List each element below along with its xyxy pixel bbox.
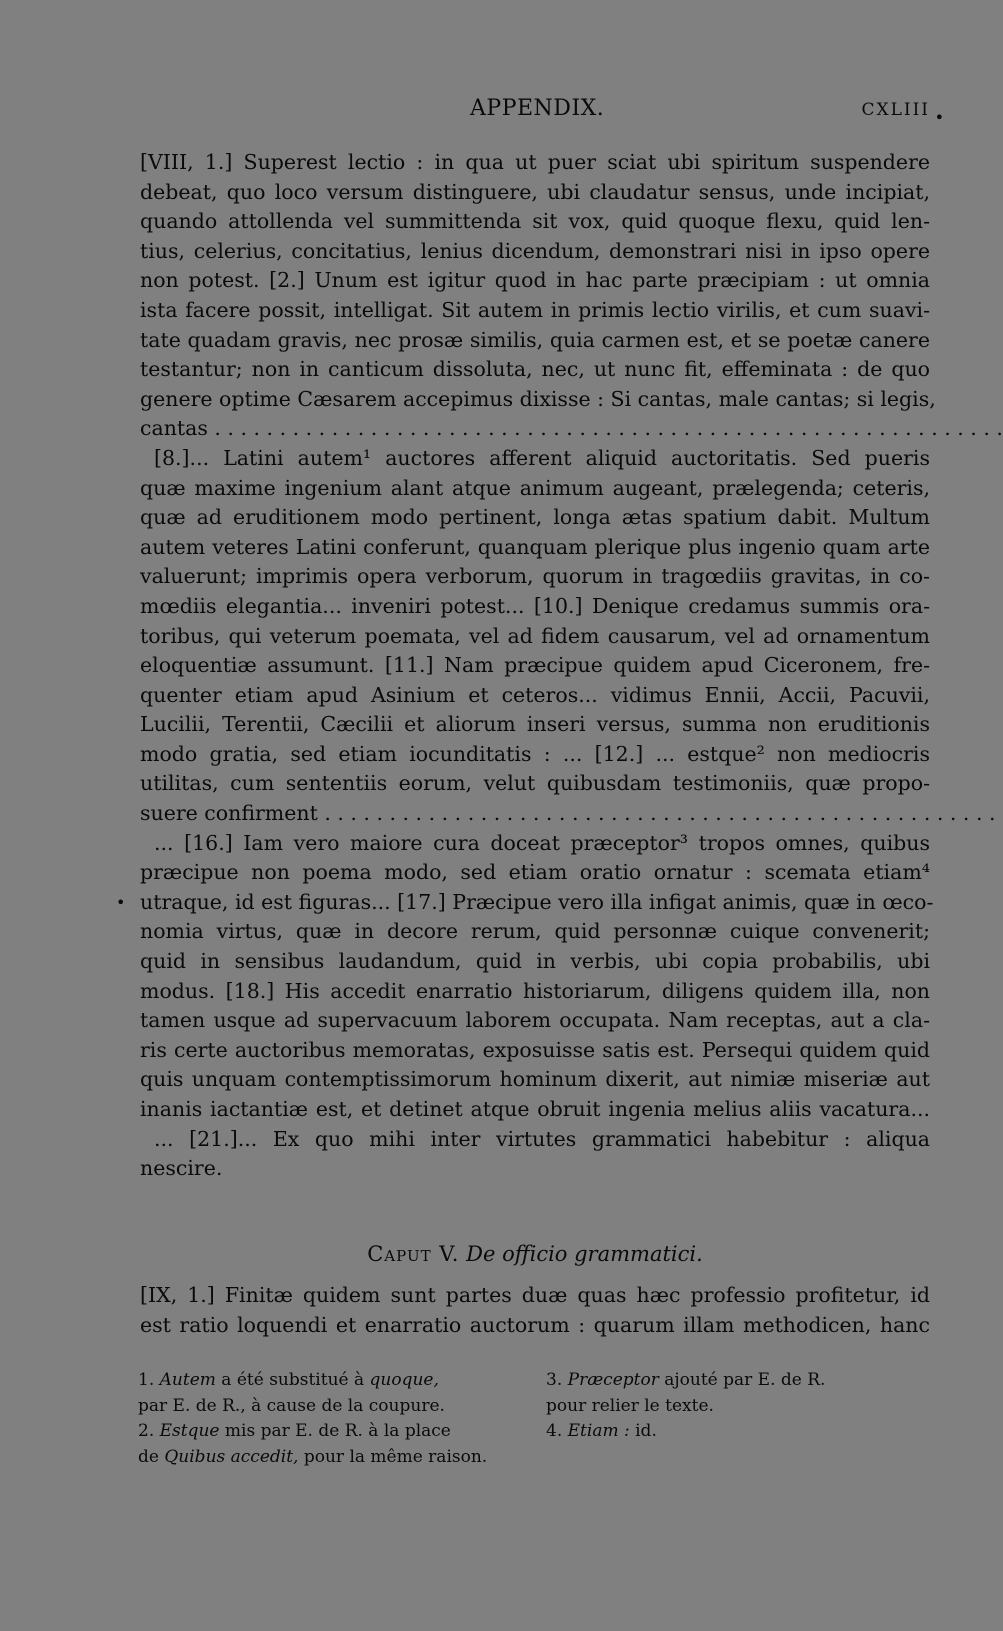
main-text [116,148,1003,1184]
footnote-1: 1. Autem a été substitué à quoque, [138,1370,439,1390]
margin-mark: • [934,108,944,127]
text-line: tamen usque ad supervacuum laborem occupata. Nam receptas, aut a cla- [140,1008,930,1033]
text-line: quenter etiam apud Asinium et ceteros... vidimus Ennii, Accii, Pacuvii, [140,682,930,707]
text-line: testantur; non in canticum dissoluta, nec, ut nunc fit, effeminata : de quo [140,357,930,382]
footnote-3: 3. Præceptor ajouté par E. de R. [546,1370,826,1390]
page-header [140,96,944,127]
text-line: debeat, quo loco versum distinguere, ubi claudatur sensus, unde incipiat, [140,179,930,204]
footnote-4: 4. Etiam : id. [546,1421,657,1441]
text-line: non potest. [2.] Unum est igitur quod in hac parte præcipiam : ut omnia [140,268,930,293]
text-line: Lucilii, Terentii, Cæcilii et aliorum inseri versus, summa non eruditionis [140,712,930,737]
text-line: nomia virtus, quæ in decore rerum, quid personnæ cuique convenerit; [140,919,930,944]
text-line: mœdiis elegantia... inveniri potest... [10.] Denique credamus summis ora- [140,593,930,618]
text-line: eloquentiæ assumunt. [11.] Nam præcipue quidem apud Ciceronem, fre- [140,653,930,678]
chapter-label: Caput V. [367,1242,460,1266]
text-line: cantas . . . . . . . . . . . . . . . . . . . . . . . . . . . . . . . . . . . . . . . . . . . . . . . . . . . . . . . . . . . . . [140,416,1003,441]
chapter-title: De officio grammatici. [466,1242,703,1266]
text-line: nescire. [140,1156,223,1181]
footnotes-right-column [546,1368,930,1445]
text-line: ista facere possit, intelligat. Sit autem in primis lectio virilis, et cum suavi- [140,297,930,322]
margin-bullet: • [116,892,126,912]
text-line: modus. [18.] His accedit enarratio historiarum, diligens quidem illa, non [140,978,930,1003]
text-line: quis unquam contemptissimorum hominum dixerit, aut nimiæ miseriæ aut [140,1067,930,1092]
footnote-2: 2. Estque mis par E. de R. à la place [138,1421,451,1441]
text-line: utilitas, cum sententiis eorum, velut quibusdam testimoniis, quæ propo- [140,771,930,796]
text-line: genere optime Cæsarem accepimus dixisse : Si cantas, male cantas; si legis, [140,386,936,411]
text-line: ris certe auctoribus memoratas, exposuisse satis est. Persequi quidem quid [140,1037,930,1062]
text-line: [8.]... Latini autem¹ auctores afferent aliquid auctoritatis. Sed pueris [154,445,930,470]
text-line: quæ ad eruditionem modo pertinent, longa ætas spatium dabit. Multum [140,505,930,530]
page-number: CXLIII [861,100,930,120]
text-line: toribus, qui veterum poemata, vel ad fidem causarum, vel ad ornamentum [140,623,930,648]
text-line: præcipue non poema modo, sed etiam oratio ornatur : scemata etiam⁴ [140,860,930,885]
footnote-3-continued: pour relier le texte. [546,1395,714,1416]
text-line: ... [16.] Iam vero maiore cura doceat præceptor³ tropos omnes, quibus [154,830,930,855]
text-line: tate quadam gravis, nec prosæ similis, quia carmen est, et se poetæ canere [140,327,930,352]
text-line: [VIII, 1.] Superest lectio : in qua ut puer sciat ubi spiritum suspendere [140,150,930,174]
footnote-1-continued: par E. de R., à cause de la coupure. [138,1395,445,1416]
footnotes-left-column [138,1368,518,1470]
footnote-2-continued: de Quibus accedit, pour la même raison. [138,1446,488,1467]
text-line: modo gratia, sed etiam iocunditatis : ... [12.] ... estque² non mediocris [140,741,930,766]
text-line: • utraque, id est figuras... [17.] Præcipue vero illa infigat animis, quæ in œco- [140,888,930,918]
text-line: quando attollenda vel summittenda sit vox, quid quoque flexu, quid len- [140,209,930,234]
text-line: est ratio loquendi et enarratio auctorum : quarum illam methodicen, hanc [140,1312,930,1337]
text-line: suere confirment . . . . . . . . . . . . . . . . . . . . . . . . . . . . . . . . . . . . . . . . . . . . . . . . . . . . [140,801,996,826]
running-title: APPENDIX. [470,96,605,121]
text-line: [IX, 1.] Finitæ quidem sunt partes duæ quas hæc professio profitetur, id [140,1283,930,1307]
text-line: valuerunt; imprimis opera verborum, quorum in tragœdiis gravitas, in co- [140,564,930,589]
chapter-text [140,1280,930,1339]
text-line: ... [21.]... Ex quo mihi inter virtutes grammatici habebitur : aliqua [154,1126,930,1151]
text-line: tius, celerius, concitatius, lenius dicendum, demonstrari nisi in ipso opere [140,238,930,263]
text-line: quid in sensibus laudandum, quid in verbis, ubi copia probabilis, ubi [140,949,930,974]
chapter-heading [140,1242,930,1266]
text-line: autem veteres Latini conferunt, quanquam plerique plus ingenio quam arte [140,534,930,559]
text-line: quæ maxime ingenium alant atque animum augeant, prælegenda; ceteris, [140,475,930,500]
text-line: inanis iactantiæ est, et detinet atque obruit ingenia melius aliis vacatura... [140,1097,930,1121]
